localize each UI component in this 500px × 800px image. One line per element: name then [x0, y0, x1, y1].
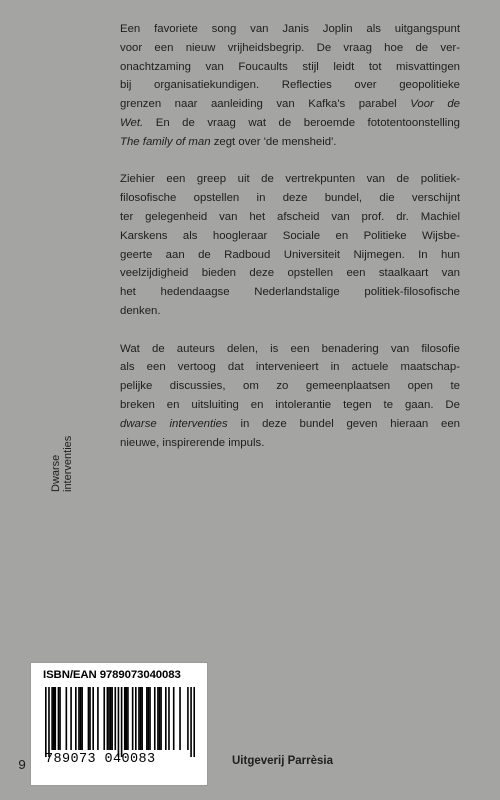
blurb-line: Ziehier een greep uit de vertrekpunten van de politiek-: [120, 173, 460, 186]
barcode-bar: [165, 687, 167, 750]
barcode-bar: [89, 687, 91, 750]
blurb-line: het hedendaagse Nederlandstalige politiek-filosofische: [120, 286, 460, 299]
barcode-bar: [58, 687, 60, 750]
barcode-bar: [160, 687, 162, 750]
barcode-bar: [126, 687, 128, 750]
blurb-paragraph-2: [120, 170, 460, 320]
blurb-line: onachtzaming van Foucaults stijl leidt tot misvattingen: [120, 60, 460, 73]
italic-title: Voor de: [410, 98, 460, 111]
barcode-bar: [51, 687, 53, 750]
blurb-line: Wet. En de vraag wat de beroemde fototentoonstelling: [120, 116, 460, 129]
back-cover-blurb: [120, 20, 460, 471]
barcode-bar: [141, 687, 143, 750]
barcode-bar: [110, 687, 112, 750]
barcode-bar: [78, 687, 80, 750]
barcode-bar: [118, 687, 120, 757]
barcode-bar: [97, 687, 99, 750]
blurb-line: nieuwe, inspirerende impuls.: [120, 436, 265, 449]
blurb-line: Karskens als hoogleraar Sociale en Politieke Wijsbe-: [120, 229, 460, 242]
barcode-bar: [127, 687, 129, 750]
blurb-line: veelzijdigheid bieden deze opstellen een staalkaart van: [120, 267, 460, 280]
barcode-bar: [59, 687, 61, 750]
barcode-bar: [135, 687, 137, 750]
blurb-line: Een favoriete song van Janis Joplin als uitgangspunt: [120, 23, 460, 35]
barcode-bar: [111, 687, 113, 750]
barcode-prefix-digit: 9: [18, 759, 27, 774]
barcode-bar: [124, 687, 126, 750]
blurb-line: dwarse interventies in deze bundel geven hieraan een: [120, 417, 460, 430]
barcode-bar: [108, 687, 110, 750]
barcode-bar: [107, 687, 109, 750]
italic-title: The family of man: [120, 135, 211, 148]
barcode-bar: [148, 687, 150, 750]
blurb-line: denken.: [120, 304, 161, 317]
blurb-line: ter gelegenheid van het afscheid van prof. dr. Machiel: [120, 210, 460, 223]
barcode-bar: [103, 687, 105, 750]
barcode-bar: [54, 687, 56, 750]
barcode-bar: [114, 687, 116, 750]
italic-title: Wet.: [120, 116, 144, 129]
barcode-bar: [149, 687, 151, 750]
isbn-text: ISBN/EAN 9789073040083: [43, 669, 181, 681]
spine-title-line-2: interventies: [62, 435, 74, 492]
barcode-bar: [168, 687, 170, 750]
barcode-label: [30, 662, 208, 786]
blurb-line: voor een nieuw vrijheidsbegrip. De vraag hoe de ver-: [120, 41, 460, 54]
blurb-line: Wat de auteurs delen, is een benadering van filosofie: [120, 342, 460, 355]
barcode-bar: [154, 687, 156, 750]
barcode-bar: [45, 687, 47, 757]
publisher-name: Uitgeverij Parrèsia: [232, 755, 334, 767]
blurb-line: The family of man zegt over 'de mensheid'.: [120, 135, 337, 148]
barcode-bar: [173, 687, 175, 750]
barcode-bar: [187, 687, 189, 750]
barcode-bar: [48, 687, 50, 757]
barcode-bar: [53, 687, 55, 750]
barcode-bar: [179, 687, 181, 750]
barcode-bar: [159, 687, 161, 750]
barcode-bar: [190, 687, 192, 757]
barcode-bars: [45, 687, 195, 757]
barcode-bar: [70, 687, 72, 750]
barcode-bar: [138, 687, 140, 750]
barcode-bar: [193, 687, 195, 757]
blurb-line: grenzen naar aanleiding van Kafka's parabel Voor de: [120, 98, 460, 111]
blurb-paragraph-3: [120, 340, 460, 453]
barcode-bar: [66, 687, 68, 750]
blurb-line: pelijke discussies, om zo gemeenplaatsen open te: [120, 380, 460, 393]
blurb-line: bij organisatiekundigen. Reflecties over geopolitieke: [120, 79, 460, 92]
blurb-line: als een vertoog dat intervenieert in actuele maatschap-: [120, 361, 460, 374]
blurb-line: breken en uitsluiting en intolerantie tegen te gaan. De: [120, 398, 460, 411]
barcode-bar: [80, 687, 82, 750]
barcode-bar: [132, 687, 134, 750]
barcode-bar: [146, 687, 148, 750]
spine-title-line-1: Dwarse: [50, 454, 62, 492]
barcode-bar: [140, 687, 142, 750]
barcode-bar: [92, 687, 94, 750]
barcode-bar: [75, 687, 77, 750]
barcode-digits: 789073 040083: [45, 752, 156, 767]
italic-title: dwarse interventies: [120, 417, 228, 430]
blurb-line: geerte aan de Radboud Universiteit Nijmegen. In hun: [120, 248, 460, 261]
blurb-paragraph-1: [120, 20, 460, 152]
barcode-bar: [157, 687, 159, 750]
barcode-bar: [88, 687, 90, 750]
blurb-line: filosofische opstellen in deze bundel, die verschijnt: [120, 192, 460, 205]
barcode-bar: [81, 687, 83, 750]
barcode-bar: [121, 687, 123, 757]
spine-title: [50, 436, 74, 492]
